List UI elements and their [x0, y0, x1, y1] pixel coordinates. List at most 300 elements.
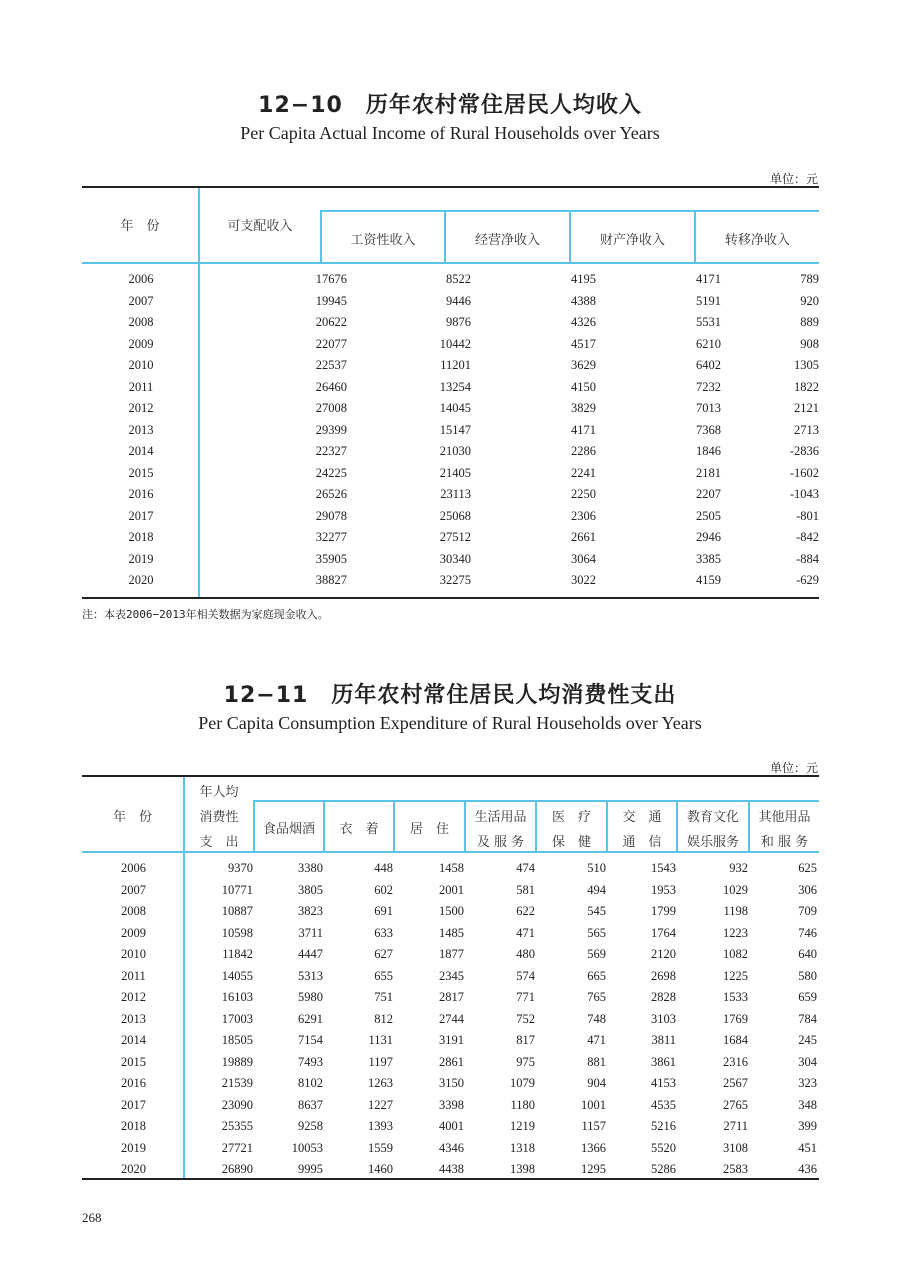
cell-other: 625 — [798, 861, 817, 875]
cell-disposable: 29078 — [315, 508, 347, 523]
cell-year: 2007 — [121, 882, 146, 897]
cell-disposable: 17676 — [315, 272, 347, 286]
cell-business: 4517 — [571, 336, 596, 351]
cell-household: 1398 — [510, 1162, 535, 1176]
cell-year: 2019 — [121, 1140, 146, 1155]
cell-property: 2181 — [696, 465, 721, 480]
table-row — [82, 944, 819, 966]
cell-food: 3380 — [298, 861, 323, 875]
table-row — [82, 355, 819, 377]
table-row — [82, 441, 819, 463]
table-row — [82, 377, 819, 399]
cell-disposable: 35905 — [315, 551, 347, 566]
cell-year: 2012 — [121, 990, 146, 1004]
cell-health: 510 — [587, 861, 606, 875]
cell-transfer: -629 — [796, 573, 819, 587]
cell-housing: 1500 — [439, 904, 464, 918]
table2-header-year: 年 份 — [112, 810, 152, 825]
table-row — [82, 1073, 819, 1095]
cell-wage: 9446 — [446, 293, 471, 308]
cell-housing: 1485 — [439, 925, 464, 940]
cell-transport: 2828 — [651, 990, 676, 1004]
cell-year: 2016 — [121, 1076, 146, 1090]
cell-disposable: 32277 — [315, 530, 347, 544]
table-row — [82, 966, 819, 988]
cell-wage: 30340 — [439, 551, 471, 566]
cell-year: 2006 — [121, 861, 146, 875]
cell-transport: 3811 — [651, 1033, 676, 1047]
table-row — [82, 420, 819, 442]
cell-wage: 21030 — [439, 444, 471, 458]
table1-header-disposable: 可支配收入 — [227, 219, 293, 234]
table2-header-food: 食品烟酒 — [262, 822, 315, 837]
cell-other: 784 — [798, 1011, 817, 1026]
table2-title-en: Per Capita Consumption Expenditure of Rural Households over Years — [198, 713, 702, 733]
cell-clothing: 448 — [374, 861, 393, 875]
cell-year: 2020 — [128, 573, 154, 587]
table-row — [82, 1159, 819, 1181]
cell-transport: 4535 — [651, 1097, 676, 1112]
cell-property: 6402 — [696, 358, 721, 372]
cell-household: 1180 — [510, 1097, 535, 1112]
table2-header-household-2: 及 服 务 — [476, 835, 525, 850]
cell-health: 494 — [587, 882, 606, 897]
cell-other: 640 — [798, 947, 817, 961]
table2-header-total-3: 支 出 — [199, 835, 239, 850]
cell-year: 2007 — [128, 293, 154, 308]
cell-disposable: 29399 — [315, 422, 347, 437]
table1-title-cn: 12−10 历年农村常住居民人均收入 — [258, 93, 642, 118]
cell-transport: 1799 — [651, 904, 676, 918]
table2-header-transport-2: 通 信 — [622, 835, 662, 850]
cell-education: 1225 — [723, 968, 748, 983]
table-row — [82, 484, 819, 506]
cell-household: 622 — [516, 904, 535, 918]
cell-other: 306 — [798, 882, 817, 897]
cell-food: 4447 — [298, 947, 323, 961]
cell-clothing: 1460 — [368, 1162, 393, 1176]
cell-transfer: -884 — [796, 551, 819, 566]
table-row — [82, 269, 819, 291]
cell-other: 709 — [798, 904, 817, 918]
cell-wage: 15147 — [439, 422, 471, 437]
table2-title-cn: 12−11 历年农村常住居民人均消费性支出 — [223, 683, 677, 708]
cell-total: 25355 — [221, 1119, 253, 1133]
table-row — [82, 987, 819, 1009]
cell-year: 2018 — [128, 530, 154, 544]
cell-total: 10771 — [221, 882, 253, 897]
cell-health: 748 — [587, 1011, 606, 1026]
cell-clothing: 602 — [374, 882, 393, 897]
cell-health: 471 — [587, 1033, 606, 1047]
cell-household: 771 — [516, 990, 535, 1004]
cell-education: 2765 — [723, 1097, 748, 1112]
cell-transfer: 1822 — [794, 379, 819, 394]
cell-property: 2946 — [696, 530, 721, 544]
cell-disposable: 22327 — [315, 444, 347, 458]
cell-wage: 10442 — [439, 336, 471, 351]
cell-wage: 32275 — [439, 573, 471, 587]
cell-food: 9258 — [298, 1119, 323, 1133]
cell-household: 1079 — [510, 1076, 535, 1090]
cell-clothing: 655 — [374, 968, 393, 983]
cell-other: 323 — [798, 1076, 817, 1090]
cell-disposable: 24225 — [315, 465, 347, 480]
cell-transfer: 1305 — [794, 358, 819, 372]
table-row — [82, 1116, 819, 1138]
table2-body — [82, 858, 819, 1181]
cell-health: 665 — [587, 968, 606, 983]
cell-education: 1769 — [723, 1011, 748, 1026]
cell-disposable: 38827 — [315, 573, 347, 587]
table1-body — [82, 269, 819, 592]
table-row — [82, 312, 819, 334]
cell-transport: 2698 — [651, 968, 676, 983]
cell-business: 4150 — [571, 379, 596, 394]
cell-total: 10598 — [221, 925, 253, 940]
cell-year: 2012 — [128, 401, 154, 415]
cell-clothing: 1263 — [368, 1076, 393, 1090]
cell-wage: 25068 — [439, 508, 471, 523]
cell-wage: 21405 — [439, 465, 471, 480]
cell-food: 5313 — [298, 968, 323, 983]
cell-business: 3629 — [571, 358, 596, 372]
cell-health: 565 — [587, 925, 606, 940]
cell-property: 6210 — [696, 336, 721, 351]
cell-property: 2505 — [696, 508, 721, 523]
cell-clothing: 691 — [374, 904, 393, 918]
table1-header-wage: 工资性收入 — [350, 233, 416, 248]
table1-header-property: 财产净收入 — [599, 233, 665, 248]
cell-year: 2020 — [121, 1162, 146, 1176]
table1-header-bottom-line — [82, 262, 819, 264]
cell-year: 2018 — [121, 1119, 146, 1133]
table-row — [82, 1095, 819, 1117]
cell-health: 1001 — [581, 1097, 606, 1112]
table2-unit: 单位：元 — [769, 761, 818, 775]
cell-year: 2015 — [128, 465, 154, 480]
cell-food: 3823 — [298, 904, 323, 918]
cell-disposable: 27008 — [315, 401, 347, 415]
cell-transport: 3103 — [651, 1011, 676, 1026]
cell-clothing: 1197 — [368, 1054, 393, 1069]
table1-header-business: 经营净收入 — [474, 233, 540, 248]
table2-header-total-1: 年人均 — [199, 785, 239, 800]
cell-housing: 2817 — [439, 990, 464, 1004]
cell-education: 1684 — [723, 1033, 748, 1047]
cell-year: 2011 — [128, 379, 154, 394]
table1-unit: 单位：元 — [769, 172, 818, 186]
cell-household: 975 — [516, 1054, 535, 1069]
cell-total: 11842 — [222, 947, 253, 961]
cell-clothing: 812 — [374, 1011, 393, 1026]
table2-header-household-1: 生活用品 — [474, 810, 527, 825]
cell-education: 2567 — [723, 1076, 748, 1090]
cell-health: 1366 — [581, 1140, 606, 1155]
cell-property: 5531 — [696, 315, 721, 329]
cell-year: 2008 — [121, 904, 146, 918]
cell-business: 4388 — [571, 293, 596, 308]
cell-health: 765 — [587, 990, 606, 1004]
table-row — [82, 1138, 819, 1160]
cell-housing: 1877 — [439, 947, 464, 961]
cell-housing: 2861 — [439, 1054, 464, 1069]
cell-transport: 1543 — [651, 861, 676, 875]
cell-health: 1295 — [581, 1162, 606, 1176]
cell-year: 2017 — [128, 508, 154, 523]
table1-header-year: 年 份 — [120, 219, 160, 234]
cell-business: 2306 — [571, 508, 596, 523]
cell-clothing: 1227 — [368, 1097, 393, 1112]
cell-transport: 5286 — [651, 1162, 676, 1176]
cell-education: 3108 — [723, 1140, 748, 1155]
cell-transport: 1764 — [651, 925, 676, 940]
cell-business: 4326 — [571, 315, 596, 329]
table2-header-transport-1: 交 通 — [622, 810, 662, 825]
table2-header-housing: 居 住 — [409, 822, 449, 837]
cell-health: 881 — [587, 1054, 606, 1069]
cell-housing: 3191 — [439, 1033, 464, 1047]
cell-education: 932 — [729, 861, 748, 875]
table-row — [82, 570, 819, 592]
cell-transfer: 789 — [800, 272, 819, 286]
cell-disposable: 22537 — [315, 358, 347, 372]
table-row — [82, 880, 819, 902]
cell-health: 904 — [587, 1076, 606, 1090]
table1-title-en: Per Capita Actual Income of Rural Households over Years — [240, 123, 660, 143]
table2-header-health-1: 医 疗 — [551, 810, 591, 825]
cell-household: 471 — [516, 925, 535, 940]
cell-year: 2010 — [128, 358, 154, 372]
cell-business: 4171 — [571, 422, 596, 437]
cell-transfer: 889 — [800, 315, 819, 329]
cell-total: 19889 — [221, 1054, 253, 1069]
cell-year: 2014 — [128, 444, 154, 458]
table-row — [82, 527, 819, 549]
cell-business: 3064 — [571, 551, 596, 566]
cell-food: 5980 — [298, 990, 323, 1004]
cell-education: 1533 — [723, 990, 748, 1004]
cell-total: 10887 — [221, 904, 253, 918]
cell-housing: 3398 — [439, 1097, 464, 1112]
cell-transfer: 908 — [800, 336, 819, 351]
cell-education: 2583 — [723, 1162, 748, 1176]
cell-business: 4195 — [571, 272, 596, 286]
cell-disposable: 26526 — [315, 487, 347, 501]
cell-year: 2019 — [128, 551, 154, 566]
cell-housing: 3150 — [439, 1076, 464, 1090]
cell-clothing: 633 — [374, 925, 393, 940]
table2-header-education-1: 教育文化 — [686, 810, 739, 825]
cell-household: 752 — [516, 1011, 535, 1026]
cell-total: 17003 — [221, 1011, 253, 1026]
cell-transfer: 920 — [800, 293, 819, 308]
table-row — [82, 549, 819, 571]
table1-bottom-rule — [82, 597, 819, 599]
table-row — [82, 398, 819, 420]
cell-transfer: -842 — [796, 530, 819, 544]
cell-total: 18505 — [221, 1033, 253, 1047]
table1-top-rule — [82, 186, 819, 188]
cell-wage: 13254 — [439, 379, 471, 394]
table2-header-health-2: 保 健 — [551, 835, 591, 850]
cell-transfer: 2121 — [794, 401, 819, 415]
table2-top-rule — [82, 775, 819, 777]
cell-household: 480 — [516, 947, 535, 961]
cell-housing: 4001 — [439, 1119, 464, 1133]
cell-property: 1846 — [696, 444, 721, 458]
table2-header-total-2: 消费性 — [199, 810, 239, 825]
page-number: 268 — [82, 1210, 102, 1225]
cell-wage: 27512 — [439, 530, 471, 544]
cell-education: 1223 — [723, 925, 748, 940]
cell-business: 3022 — [571, 573, 596, 587]
cell-transport: 3861 — [651, 1054, 676, 1069]
cell-clothing: 1393 — [368, 1119, 393, 1133]
cell-year: 2010 — [121, 947, 146, 961]
cell-other: 304 — [798, 1054, 817, 1069]
cell-year: 2013 — [128, 422, 154, 437]
cell-education: 2711 — [723, 1119, 748, 1133]
table-row — [82, 858, 819, 880]
cell-year: 2011 — [121, 968, 146, 983]
cell-property: 7368 — [696, 422, 721, 437]
cell-transport: 1953 — [651, 882, 676, 897]
cell-transport: 2120 — [651, 947, 676, 961]
cell-food: 3805 — [298, 882, 323, 897]
cell-wage: 9876 — [446, 315, 471, 329]
cell-transfer: -801 — [796, 508, 819, 523]
table2-header-bottom-line — [82, 851, 819, 853]
cell-disposable: 22077 — [315, 336, 347, 351]
cell-other: 451 — [798, 1140, 817, 1155]
cell-year: 2008 — [128, 315, 154, 329]
cell-disposable: 20622 — [315, 315, 347, 329]
cell-health: 1157 — [581, 1119, 606, 1133]
table-row — [82, 1052, 819, 1074]
cell-transfer: -2836 — [789, 444, 819, 458]
table1-header-transfer: 转移净收入 — [724, 233, 790, 248]
cell-clothing: 1559 — [368, 1140, 393, 1155]
cell-housing: 4346 — [439, 1140, 464, 1155]
table-row — [82, 1009, 819, 1031]
cell-food: 3711 — [298, 925, 323, 940]
cell-wage: 8522 — [446, 272, 471, 286]
cell-property: 7232 — [696, 379, 721, 394]
cell-other: 436 — [798, 1162, 817, 1176]
cell-clothing: 1131 — [368, 1033, 393, 1047]
cell-housing: 1458 — [439, 861, 464, 875]
cell-business: 3829 — [571, 401, 596, 415]
cell-business: 2250 — [571, 487, 596, 501]
cell-transfer: 2713 — [794, 422, 819, 437]
table2-header-other-1: 其他用品 — [758, 810, 811, 825]
table2-header-education-2: 娱乐服务 — [686, 835, 739, 850]
cell-year: 2013 — [121, 1011, 146, 1026]
cell-housing: 4438 — [439, 1162, 464, 1176]
cell-other: 580 — [798, 968, 817, 983]
cell-year: 2015 — [121, 1054, 146, 1069]
cell-total: 9370 — [228, 861, 253, 875]
cell-year: 2016 — [128, 487, 154, 501]
cell-food: 7493 — [298, 1054, 323, 1069]
cell-food: 10053 — [291, 1140, 323, 1155]
cell-year: 2017 — [121, 1097, 146, 1112]
cell-health: 545 — [587, 904, 606, 918]
cell-year: 2006 — [128, 272, 154, 286]
cell-other: 399 — [798, 1119, 817, 1133]
cell-household: 581 — [516, 882, 535, 897]
cell-other: 746 — [798, 925, 817, 940]
cell-household: 1219 — [510, 1119, 535, 1133]
cell-education: 1029 — [723, 882, 748, 897]
cell-clothing: 627 — [374, 947, 393, 961]
cell-food: 8637 — [298, 1097, 323, 1112]
cell-business: 2241 — [571, 465, 596, 480]
cell-property: 3385 — [696, 551, 721, 566]
table-row — [82, 1030, 819, 1052]
table-row — [82, 463, 819, 485]
cell-housing: 2345 — [439, 968, 464, 983]
cell-transport: 5216 — [651, 1119, 676, 1133]
cell-property: 7013 — [696, 401, 721, 415]
cell-total: 16103 — [221, 990, 253, 1004]
table-row — [82, 901, 819, 923]
cell-business: 2286 — [571, 444, 596, 458]
cell-other: 348 — [798, 1097, 817, 1112]
cell-property: 4171 — [696, 272, 721, 286]
cell-other: 659 — [798, 990, 817, 1004]
cell-wage: 23113 — [440, 487, 471, 501]
table-row — [82, 923, 819, 945]
cell-food: 8102 — [298, 1076, 323, 1090]
cell-household: 1318 — [510, 1140, 535, 1155]
cell-property: 5191 — [696, 293, 721, 308]
cell-food: 7154 — [298, 1033, 323, 1047]
table1-note: 注：本表2006−2013年相关数据为家庭现金收入。 — [82, 608, 329, 621]
cell-education: 1198 — [723, 904, 748, 918]
cell-total: 23090 — [221, 1097, 253, 1112]
cell-transport: 5520 — [651, 1140, 676, 1155]
cell-business: 2661 — [571, 530, 596, 544]
cell-total: 21539 — [221, 1076, 253, 1090]
cell-property: 4159 — [696, 573, 721, 587]
cell-wage: 11201 — [440, 358, 471, 372]
table-row — [82, 506, 819, 528]
table2-header-clothing: 衣 着 — [339, 822, 379, 837]
cell-property: 2207 — [696, 487, 721, 501]
cell-other: 245 — [798, 1033, 817, 1047]
table2-header-other-2: 和 服 务 — [760, 835, 809, 850]
cell-clothing: 751 — [374, 990, 393, 1004]
cell-household: 574 — [516, 968, 535, 983]
cell-wage: 14045 — [439, 401, 471, 415]
cell-total: 26890 — [221, 1162, 253, 1176]
cell-transfer: -1602 — [789, 465, 819, 480]
cell-food: 6291 — [298, 1011, 323, 1026]
cell-total: 14055 — [221, 968, 253, 983]
cell-food: 9995 — [298, 1162, 323, 1176]
cell-housing: 2744 — [439, 1011, 464, 1026]
cell-disposable: 26460 — [315, 379, 347, 394]
table-row — [82, 334, 819, 356]
cell-total: 27721 — [221, 1140, 253, 1155]
cell-household: 817 — [516, 1033, 535, 1047]
cell-year: 2009 — [121, 925, 146, 940]
cell-housing: 2001 — [439, 882, 464, 897]
cell-transfer: -1043 — [789, 487, 819, 501]
cell-health: 569 — [587, 947, 606, 961]
